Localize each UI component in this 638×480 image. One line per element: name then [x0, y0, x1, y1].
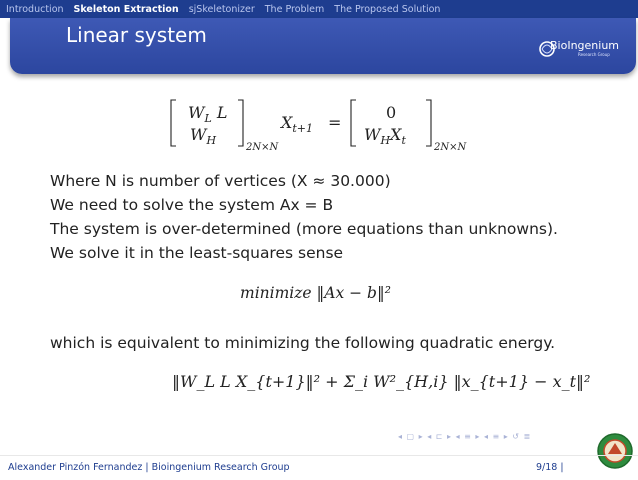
matrix-system-equation [168, 96, 488, 156]
bioingenium-logo-icon [538, 36, 618, 62]
matrix2-bottom: $W_HX_t$ [364, 125, 406, 147]
logo-text: BioIngenium [550, 39, 620, 52]
slide-title-bar [10, 18, 636, 74]
matrix1-dimension: 2N×N [246, 142, 279, 153]
matrix1-top: $W_L$ L [188, 103, 228, 125]
bracket-left-1 [171, 100, 176, 146]
page-number: 9/18 [536, 462, 558, 473]
body-line-2: We need to solve the system Ax = B [50, 196, 334, 214]
nav-introduction[interactable]: Introduction [6, 3, 64, 15]
nav-skeleton-extraction[interactable]: Skeleton Extraction [73, 3, 179, 15]
matrix2-top: 0 [386, 103, 397, 122]
logo-subtext: Research Group [578, 52, 610, 57]
matrix2-dimension: 2N×N [434, 142, 467, 153]
bracket-right-1 [238, 100, 243, 146]
footer-author-group: Alexander Pinzón Fernandez | Bioingenium Research Group [8, 462, 290, 473]
bracket-left-2 [351, 100, 356, 146]
top-navigation-bar [0, 0, 638, 18]
beamer-nav-icons[interactable]: ◂ ▢ ▸ ◂ ⊏ ▸ ◂ ≡ ▸ ◂ ≡ ▸ ↺ ≣ [398, 432, 532, 441]
nav-sjskeletonizer[interactable]: sjSkeletonizer [188, 3, 255, 15]
matrix1-bottom: $W_H$ [190, 125, 217, 147]
body-line-4: We solve it in the least-squares sense [50, 244, 344, 262]
bracket-right-2 [426, 100, 431, 146]
body-line-3: The system is over-determined (more equations than unknowns). [50, 220, 558, 238]
body-line-5: which is equivalent to minimizing the following quadratic energy. [50, 334, 556, 352]
slide-footer [0, 455, 638, 480]
equals-sign: = [328, 113, 342, 132]
body-line-1: Where N is number of vertices (X ≈ 30.000) [50, 172, 391, 190]
nav-the-problem[interactable]: The Problem [264, 3, 325, 15]
energy-equation: ‖W_L L X_{t+1}‖² + Σ_i W²_{H,i} ‖x_{t+1} − x_t‖² [172, 372, 591, 391]
footer-separator: | [560, 462, 564, 473]
footer-page-number [536, 462, 564, 473]
unknown-x: $X_{t+1}$ [281, 113, 314, 135]
nav-proposed-solution[interactable]: The Proposed Solution [334, 3, 441, 15]
minimize-equation: minimize ‖Ax − b‖² [240, 284, 391, 302]
slide-title: Linear system [66, 23, 207, 47]
